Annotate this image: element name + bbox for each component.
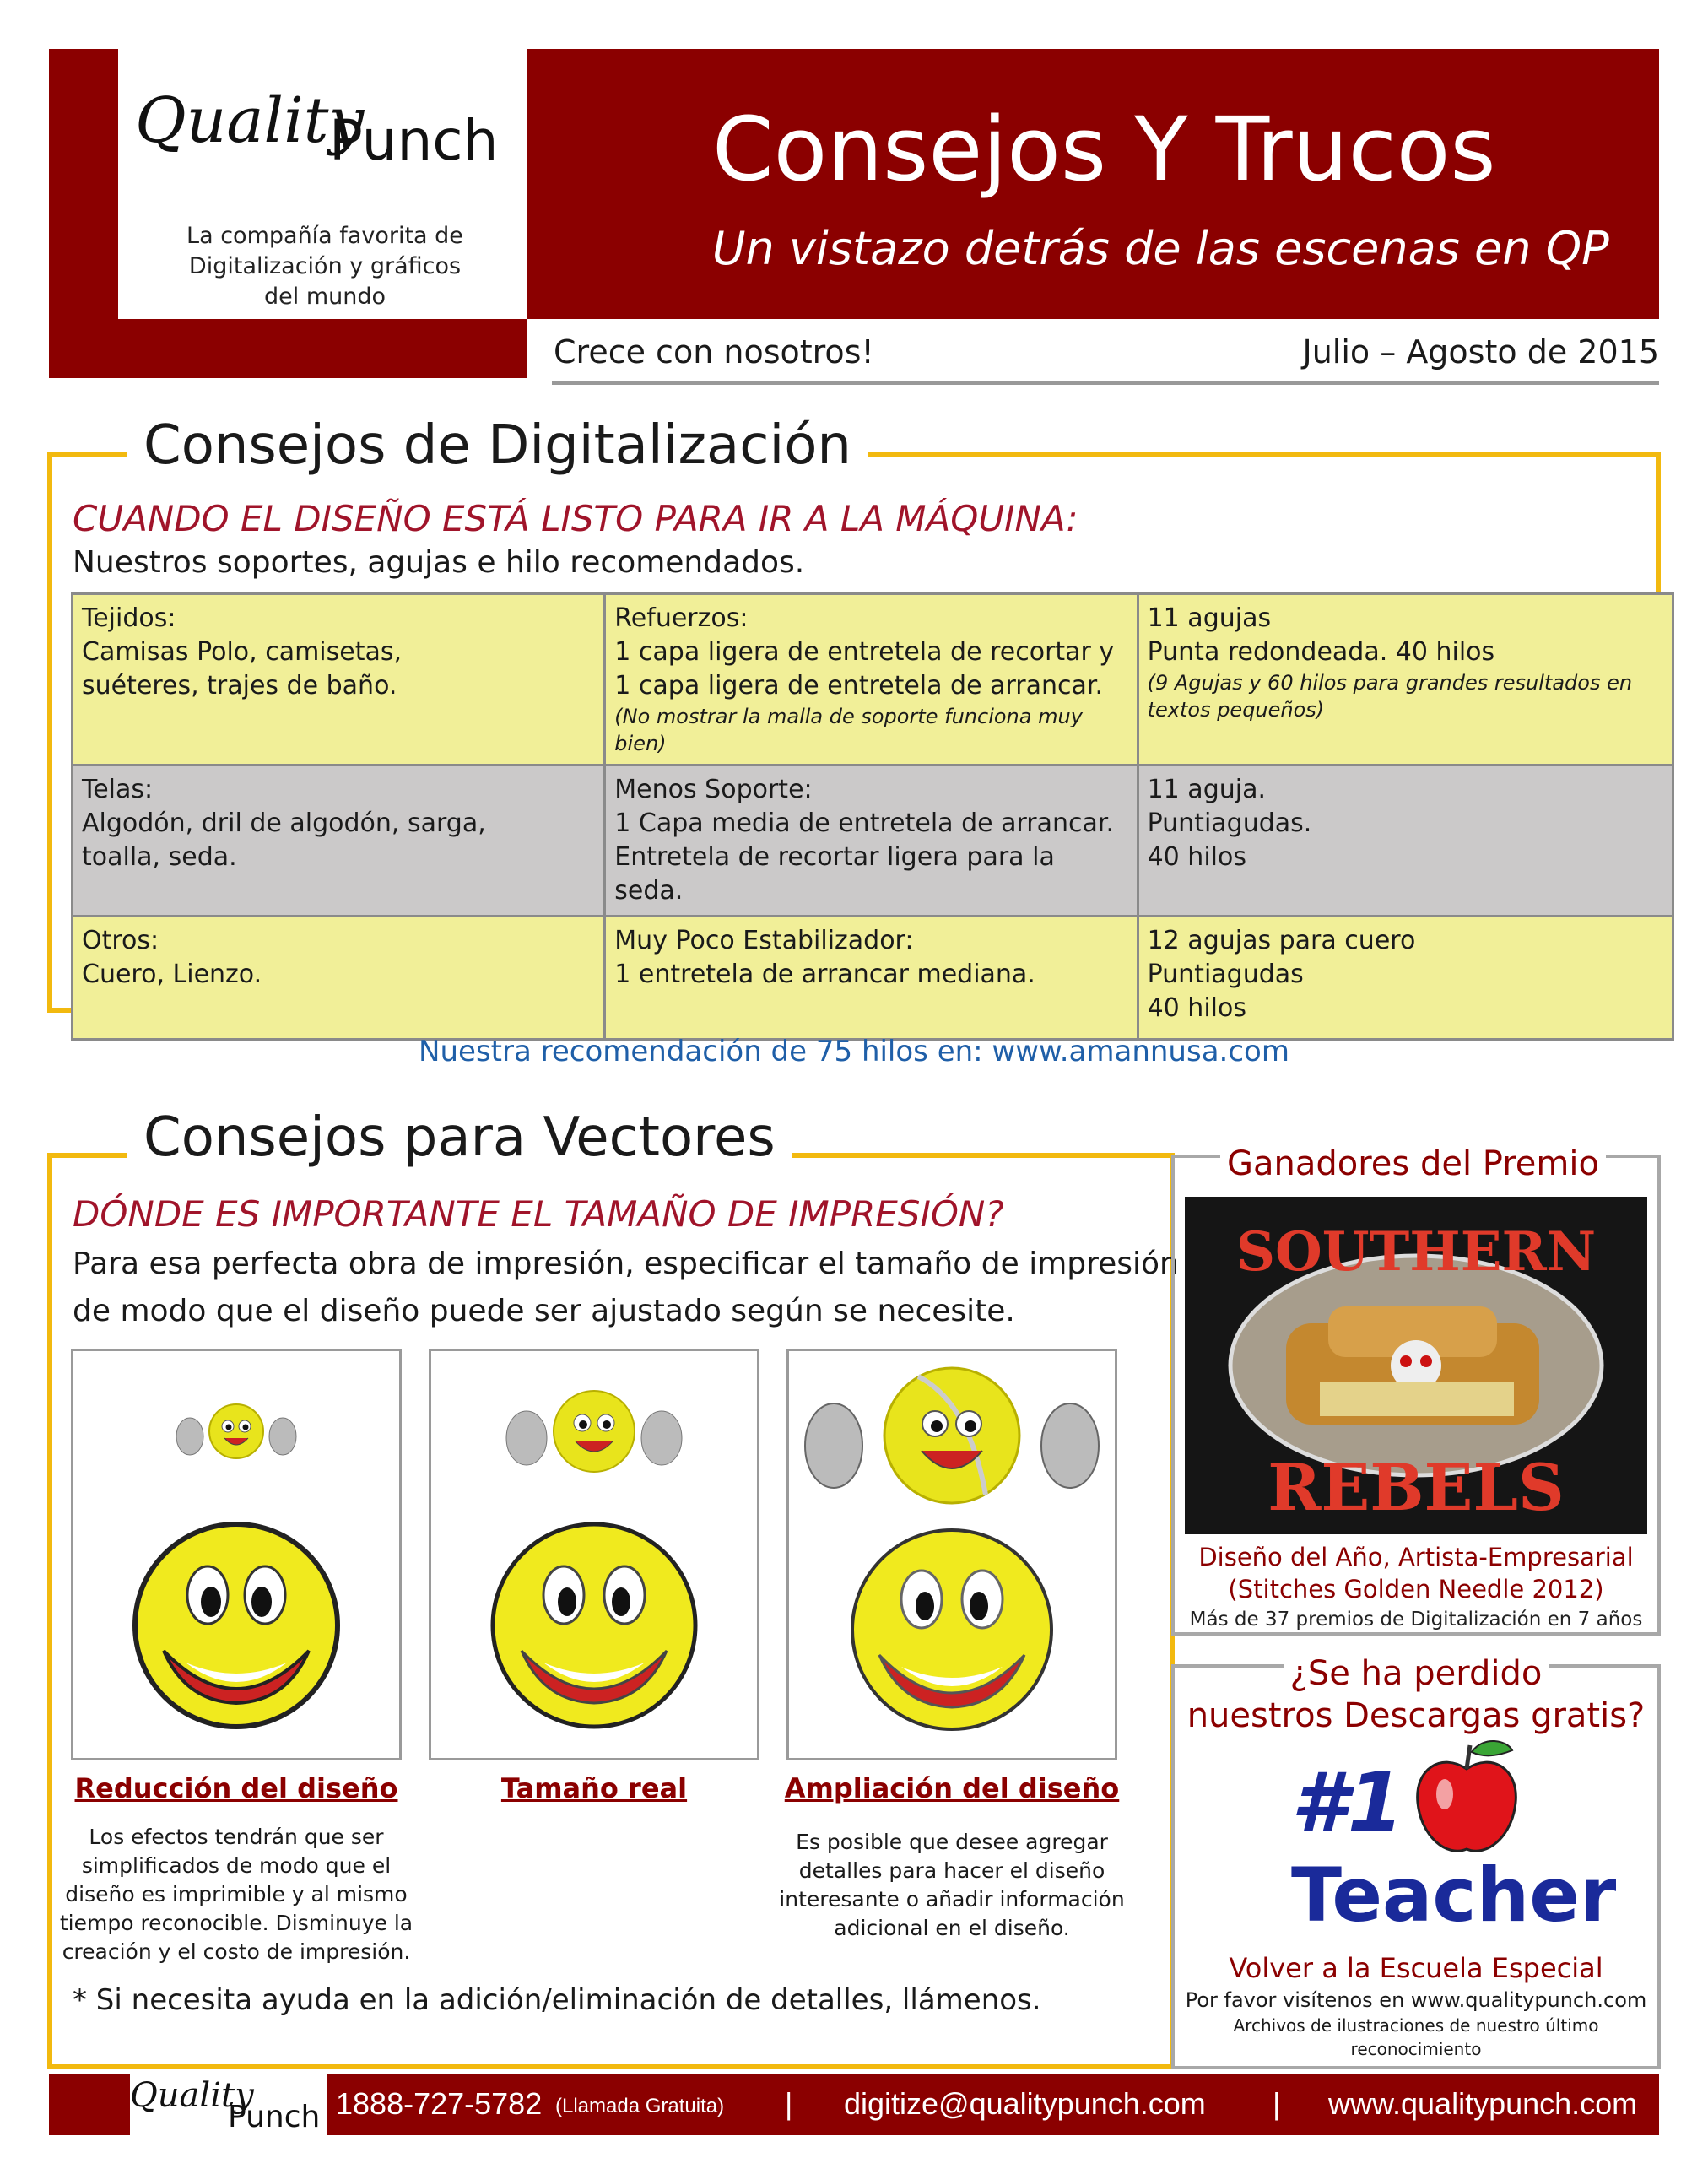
grow-text: Crece con nosotros! — [554, 333, 874, 370]
header-left-block-corner — [49, 319, 118, 378]
table-cell: Menos Soporte: 1 Capa media de entretela de arrancar. Entretela de recortar ligera para la seda. — [605, 765, 1138, 917]
actual-size-image — [429, 1349, 759, 1760]
footer-separator: | — [1273, 2086, 1281, 2121]
page-subtitle: Un vistazo detrás de las escenas en QP — [712, 222, 1609, 275]
award-title: Ganadores del Premio — [1220, 1144, 1606, 1183]
thread-link[interactable]: Nuestra recomendación de 75 hilos en: www.amannusa.com — [419, 1035, 1289, 1068]
teacher-word: Teacher — [1291, 1852, 1617, 1939]
footer-logo-punch: Punch — [228, 2100, 321, 2134]
digitizing-title: Consejos de Digitalización — [127, 419, 868, 473]
footer-logo-quality: Quality — [130, 2076, 254, 2115]
vector-footnote: * Si necesita ayuda en la adición/eliminación de detalles, llámenos. — [73, 1983, 1041, 2017]
tagline-line: Digitalización y gráficos — [188, 253, 462, 279]
downloads-title: ¿Se ha perdido nuestros Descargas gratis? — [1186, 1654, 1646, 1735]
patch-bottom-text: REBELS — [1267, 1450, 1565, 1525]
enlargement-image — [786, 1349, 1117, 1760]
logo-punch: Punch — [329, 108, 499, 173]
enlargement-title: Ampliación del diseño — [784, 1772, 1120, 1804]
digitizing-subheading: CUANDO EL DISEÑO ESTÁ LISTO PARA IR A LA MÁQUINA: — [73, 498, 1078, 539]
logo-quality: Quality — [135, 84, 365, 157]
footer-bar — [327, 2074, 1659, 2135]
table-cell: 12 agujas para cuero Puntiagudas 40 hilos — [1138, 917, 1673, 1040]
table-cell: 11 agujas Punta redondeada. 40 hilos (9 Agujas y 60 hilos para grandes resultados en textos pequeños) — [1138, 594, 1673, 765]
table-cell: Muy Poco Estabilizador: 1 entretela de arrancar mediana. — [605, 917, 1138, 1040]
award-caption: Diseño del Año, Artista-Empresarial (Stitches Golden Needle 2012) Más de 37 premios de Digitalización en 7 años — [1189, 1543, 1643, 1630]
table-cell: Otros: Cuero, Lienzo. — [73, 917, 605, 1040]
table-row — [73, 765, 1673, 917]
header-left-block-top — [49, 49, 118, 319]
table-cell: Tejidos: Camisas Polo, camisetas, suéteres, trajes de baño. — [73, 594, 605, 765]
page-title: Consejos Y Trucos — [712, 98, 1496, 201]
actual-size-title: Tamaño real — [500, 1772, 688, 1804]
tagline-line: La compañía favorita de — [186, 223, 463, 249]
reduction-image — [71, 1349, 402, 1760]
issue-date: Julio – Agosto de 2015 — [1302, 333, 1659, 370]
vector-subheading: DÓNDE ES IMPORTANTE EL TAMAÑO DE IMPRESIÓN? — [73, 1193, 1004, 1235]
header-rule — [552, 381, 1659, 385]
apple-icon — [1408, 1735, 1526, 1862]
vector-intro: Para esa perfecta obra de impresión, especificar el tamaño de impresión de modo que el diseño puede ser ajustado según se necesite. — [73, 1247, 1179, 1328]
smiley-large-icon — [789, 1351, 1115, 1758]
smiley-small-icon — [73, 1351, 399, 1758]
footer-email[interactable]: digitize@qualitypunch.com — [844, 2086, 1206, 2121]
footer-left-block — [49, 2074, 130, 2135]
award-image — [1185, 1197, 1647, 1534]
header-left-block-bottom — [118, 319, 527, 378]
smiley-medium-icon — [431, 1351, 757, 1758]
teacher-logo[interactable] — [1266, 1735, 1617, 1939]
downloads-caption: Volver a la Escuela Especial Por favor visítenos en www.qualitypunch.com Archivos de ilustraciones de nuestro último reconocimiento — [1185, 1952, 1647, 2059]
enlargement-text: Es posible que desee agregar detalles para hacer el diseño interesante o añadir información adicional en el diseño. — [779, 1830, 1125, 1940]
digitizing-intro: Nuestros soportes, agujas e hilo recomendados. — [73, 545, 805, 580]
footer-web[interactable]: www.qualitypunch.com — [1328, 2086, 1638, 2121]
tagline — [127, 221, 523, 312]
table-cell: Refuerzos: 1 capa ligera de entretela de recortar y 1 capa ligera de entretela de arrancar. (No mostrar la malla de soporte funciona muy bien) — [605, 594, 1138, 765]
table-row — [73, 594, 1673, 765]
vector-title: Consejos para Vectores — [127, 1111, 792, 1165]
table-note: (No mostrar la malla de soporte funciona muy bien) — [614, 705, 1083, 755]
table-cell: 11 aguja. Puntiagudas. 40 hilos — [1138, 765, 1673, 917]
patch-top-text: SOUTHERN — [1235, 1220, 1597, 1284]
footer-logo — [127, 2068, 325, 2152]
reduction-text: Los efectos tendrán que ser simplificados de modo que el diseño es imprimible y al mismo tiempo reconocible. Disminuye la creación y el costo de impresión. — [59, 1825, 413, 1964]
footer-separator: | — [785, 2086, 793, 2121]
logo — [127, 68, 523, 186]
table-row — [73, 917, 1673, 1040]
reduction-title: Reducción del diseño — [74, 1772, 398, 1804]
table-note: (9 Agujas y 60 hilos para grandes resultados en textos pequeños) — [1147, 671, 1633, 722]
recommendation-table — [71, 592, 1674, 1041]
table-cell: Telas: Algodón, dril de algodón, sarga, toalla, seda. — [73, 765, 605, 917]
header-banner — [527, 49, 1659, 319]
teacher-number: #1 — [1291, 1755, 1404, 1850]
tagline-line: del mundo — [263, 284, 386, 310]
footer-phone-note: (Llamada Gratuita) — [555, 2095, 725, 2117]
footer-phone[interactable]: 1888-727-5782 — [336, 2086, 543, 2121]
